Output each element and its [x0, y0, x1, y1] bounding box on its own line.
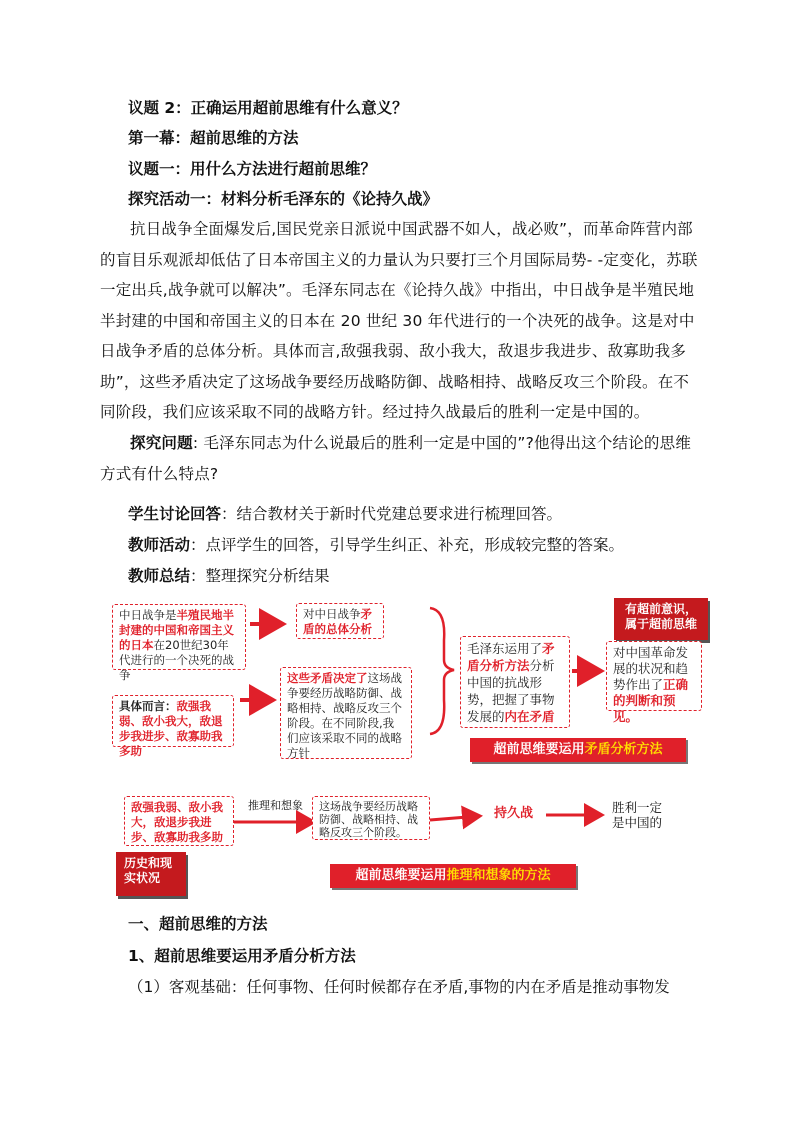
- explore-question-label: 探究问题: [130, 434, 193, 452]
- box7-text: 敌强我弱、敌小我大，敌退步我进步、敌寡助我多助: [131, 800, 223, 844]
- reasoning-label: 推理和想象: [248, 799, 303, 812]
- box3-text-b: 敌强我弱、敌小我大，敌退步我进步、敌寡助我多助: [119, 699, 223, 758]
- box5-text-a: 毛泽东运用了: [467, 641, 543, 656]
- banner-reasoning: [330, 864, 576, 888]
- box5-text-b: 矛盾分析方法: [467, 641, 555, 673]
- box4-text-a: 这些矛盾决定了: [287, 671, 368, 685]
- box-conditions: [124, 796, 234, 846]
- teacher-activity-label: 教师活动: [128, 536, 191, 554]
- box4-text-b: 这场战争要经历战略防御、战略相持、战略反攻三个阶段。在不同阶段,我们应该采取不同的战略方针: [287, 671, 402, 760]
- box2-text-a: 对中日战争: [303, 607, 361, 621]
- tag-foresight: 有超前意识，属于超前思维: [614, 598, 708, 640]
- teacher-activity-text: ：点评学生的回答，引导学生纠正、补充，形成较完整的答案。: [190, 536, 625, 554]
- heading-qa: 议题一：用什么方法进行超前思维？: [128, 160, 377, 178]
- box-stages: [280, 667, 412, 759]
- arrow-5: [430, 816, 480, 820]
- box1-text-b: 半殖民地半封建的中国和帝国主义的日本: [119, 608, 234, 652]
- material-paragraph: 抗日战争全面爆发后,国民党亲日派说中国武器不如人，战必败”，而革命阵营内部的盲目乐观派却低估了日本帝国主义的力量认为只要打三个月国际局势- -定变化，苏联一定出兵,战争就可以解决”。毛泽东同志在《论持久战》中指出，中日战争是半殖民地半封建的中国和帝国主义的日本在 20 世纪 30 年代进行的一个决死的战争。这是对中日战争矛盾的总体分析。具体而言,敌强我弱、敌小我大，敌退步我进步、敌寡助我多助”，这些矛盾决定了这场战争要经历战略防御、战略相持、战略反攻三个阶段。在不同阶段，我们应该采取不同的战略方针。经过持久战最后的胜利一定是中国的。: [100, 220, 698, 421]
- box6-text-b: 正确的判断和预见。: [613, 677, 689, 724]
- long-war-label: 持久战: [494, 806, 534, 821]
- box-overall-analysis: [296, 603, 384, 639]
- tag-history-reality: 历史和现实状况: [116, 852, 186, 896]
- banner1-text-a: 超前思维要运用: [493, 742, 585, 757]
- heading-act1: 第一幕：超前思维的方法: [128, 129, 299, 147]
- box5-text-c: 分析中国的抗战形势，把握了事物发展的: [467, 658, 555, 724]
- discuss-text: ：结合教材关于新时代党建总要求进行梳理回答。: [221, 505, 563, 523]
- box5-text-d: 内在矛盾: [504, 709, 555, 724]
- section-1-heading: 一、超前思维的方法: [128, 915, 268, 933]
- banner1-text-b: 矛盾分析方法: [584, 742, 663, 757]
- box1-text-a: 中日战争是: [119, 608, 177, 622]
- discuss-label: 学生讨论回答: [128, 505, 222, 523]
- box-prediction: [606, 641, 702, 724]
- explore-question-text: : 毛泽东同志为什么说最后的胜利一定是中国的”?他得出这个结论的思维方式有什么特点?: [100, 434, 692, 483]
- box-specific: [112, 695, 234, 758]
- teacher-summary-label: 教师总结: [128, 567, 191, 585]
- bracket: [430, 608, 454, 734]
- item-1: （1）客观基础：任何事物、任何时候都存在矛盾,事物的内在矛盾是推动事物发: [128, 978, 670, 996]
- banner2-text-b: 推理和想象的方法: [446, 868, 551, 883]
- heading-explore: 探究活动一：材料分析毛泽东的《论持久战》: [128, 190, 439, 208]
- box1-text-c: 在20世纪30年代进行的一个决死的战争: [119, 638, 234, 682]
- box-war-nature: [112, 604, 246, 682]
- heading-q2: 议题 2：正确运用超前思维有什么意义？: [128, 99, 408, 117]
- banner-contradiction: [470, 738, 686, 762]
- box-three-stages: 这场战争要经历战略防御、战略相持、战略反攻三个阶段。: [312, 796, 430, 840]
- teacher-summary-text: ：整理探究分析结果: [190, 567, 330, 585]
- box3-text-a: 具体而言：: [119, 699, 177, 713]
- banner2-text-a: 超前思维要运用: [355, 868, 447, 883]
- box2-text-b: 矛盾的总体分析: [303, 607, 372, 636]
- box6-text-a: 对中国革命发展的状况和趋势作出了: [613, 645, 689, 692]
- victory-label: 胜利一定是中国的: [612, 800, 663, 830]
- section-1-1-heading: 1、超前思维要运用矛盾分析方法: [128, 947, 356, 965]
- box-method: [460, 636, 570, 728]
